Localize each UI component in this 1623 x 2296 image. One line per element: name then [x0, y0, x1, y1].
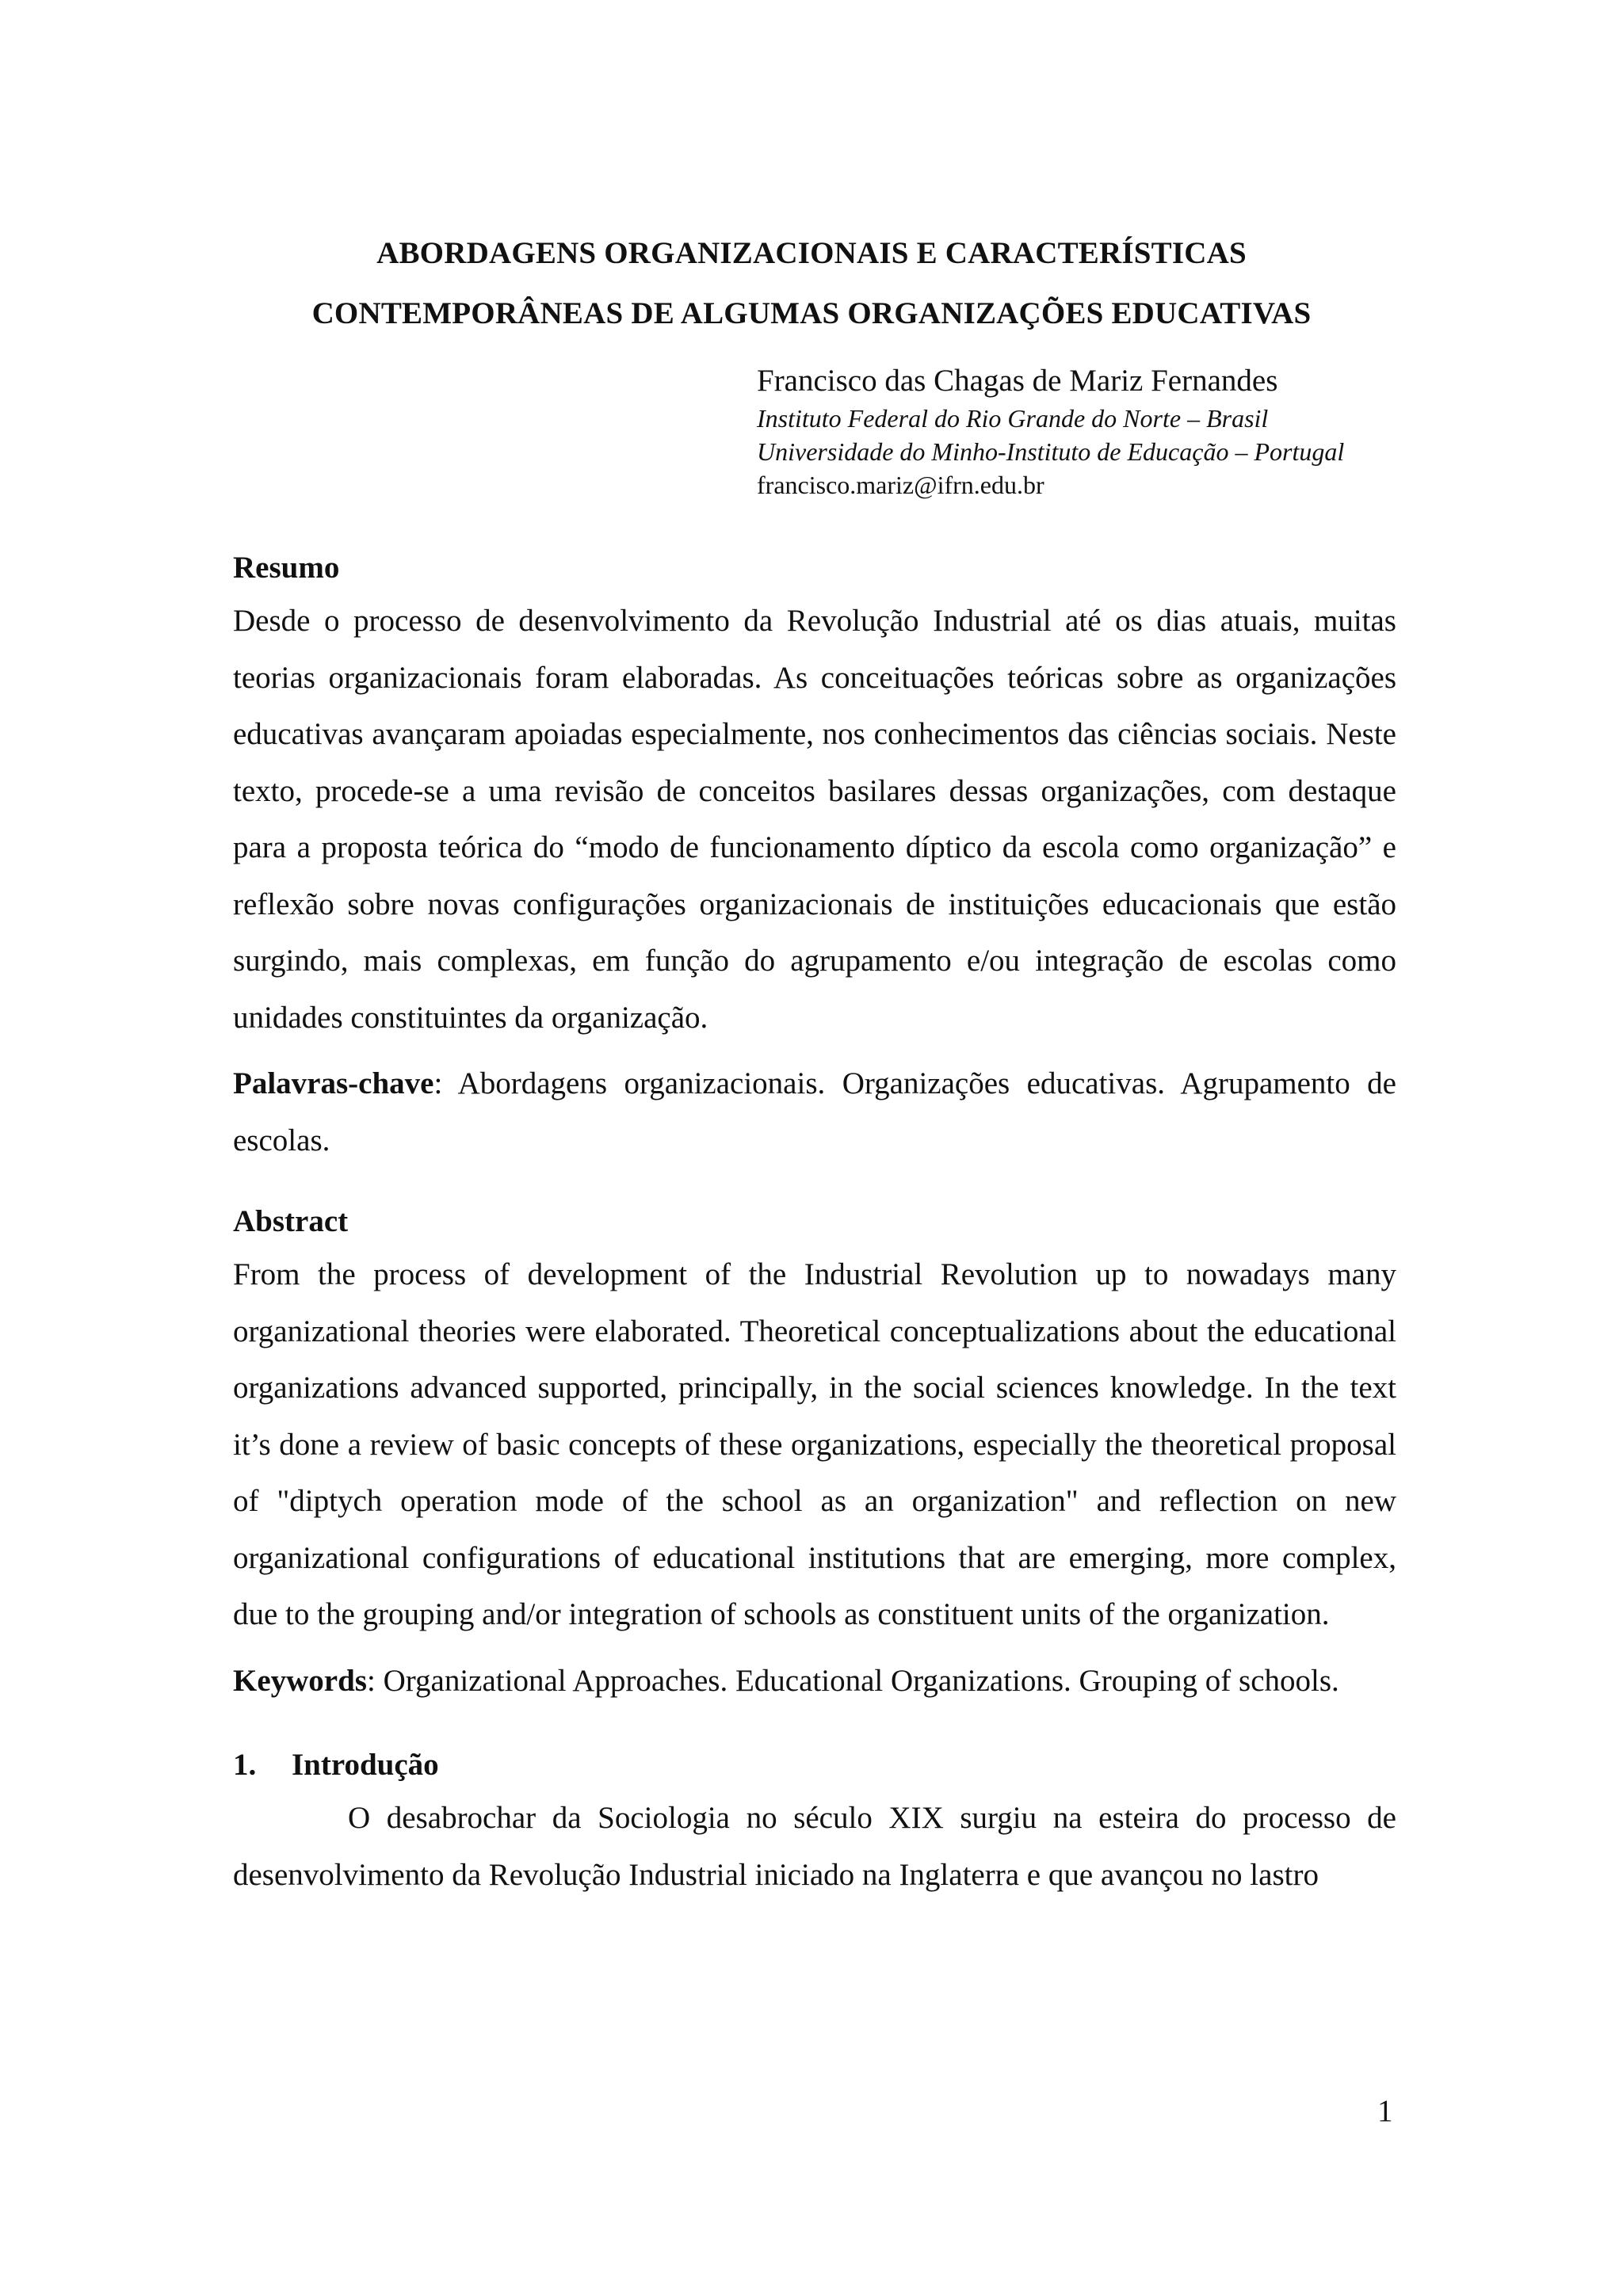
- paper-title: [0, 223, 1623, 344]
- abstract-text: From the process of development of the Industrial Revolution up to nowadays many organizational theories were elaborated. Theoretical conceptualizations about the educational organizations advanced supported, principally, in the social sciences knowledge. In the text it’s done a review of basic concepts of these organizations, especially the theoretical proposal of "diptych operation mode of the school as an organization" and reflection on new organizational configurations of educational institutions that are emerging, more complex, due to the grouping and/or integration of schools as constituent units of the organization.: [233, 1257, 1396, 1631]
- title-line-1: ABORDAGENS ORGANIZACIONAIS E CARACTERÍSTICAS: [376, 236, 1247, 270]
- spacer: [233, 1169, 1396, 1197]
- section-1-title: Introdução: [292, 1748, 439, 1782]
- resumo-keywords-text: : Abordagens organizacionais. Organizações educativas. Agrupamento de escolas.: [233, 1066, 1396, 1158]
- author-name: Francisco das Chagas de Mariz Fernandes: [757, 364, 1278, 398]
- author-affiliation-1: Instituto Federal do Rio Grande do Norte – Brasil: [757, 404, 1269, 433]
- section-1-heading: [233, 1741, 1396, 1790]
- spacer: [233, 1643, 1396, 1653]
- page-number: 1: [1377, 2094, 1393, 2128]
- section-1-number: 1.: [233, 1748, 257, 1782]
- abstract-keywords-label: Keywords: [233, 1663, 367, 1698]
- section-1-text: O desabrochar da Sociologia no século XIX surgiu na esteira do processo de desenvolvimento da Revolução Industrial iniciado na Inglaterra e que avançou no lastro: [233, 1801, 1396, 1892]
- title-line-2: CONTEMPORÂNEAS DE ALGUMAS ORGANIZAÇÕES EDUCATIVAS: [311, 296, 1312, 330]
- abstract-heading: Abstract: [233, 1204, 349, 1238]
- author-affiliation-2: Universidade do Minho-Instituto de Educação – Portugal: [757, 437, 1345, 466]
- author-email: francisco.mariz@ifrn.edu.br: [757, 471, 1044, 499]
- abstract-keywords-text: : Organizational Approaches. Educational Organizations. Grouping of schools.: [367, 1663, 1339, 1698]
- spacer: [233, 1709, 1396, 1741]
- resumo-keywords: [233, 1055, 1396, 1169]
- resumo-heading: Resumo: [233, 551, 340, 585]
- spacer: [233, 1046, 1396, 1055]
- resumo-keywords-label: Palavras-chave: [233, 1066, 434, 1100]
- resumo-text: Desde o processo de desenvolvimento da Revolução Industrial até os dias atuais, muitas teorias organizacionais foram elaboradas. As conceituações teóricas sobre as organizações educativas avançaram apoiadas especialmente, nos conhecimentos das ciências sociais. Neste texto, procede-se a uma revisão de conceitos basilares dessas organizações, com destaque para a proposta teórica do “modo de funcionamento díptico da escola como organização” e reflexão sobre novas configurações organizacionais de instituições educacionais que estão surgindo, mais complexas, em função do agrupamento e/ou integração de escolas como unidades constituintes da organização.: [233, 604, 1396, 1035]
- abstract-keywords: [233, 1653, 1396, 1710]
- author-block: [757, 360, 1549, 502]
- paper-body: [233, 543, 1396, 1903]
